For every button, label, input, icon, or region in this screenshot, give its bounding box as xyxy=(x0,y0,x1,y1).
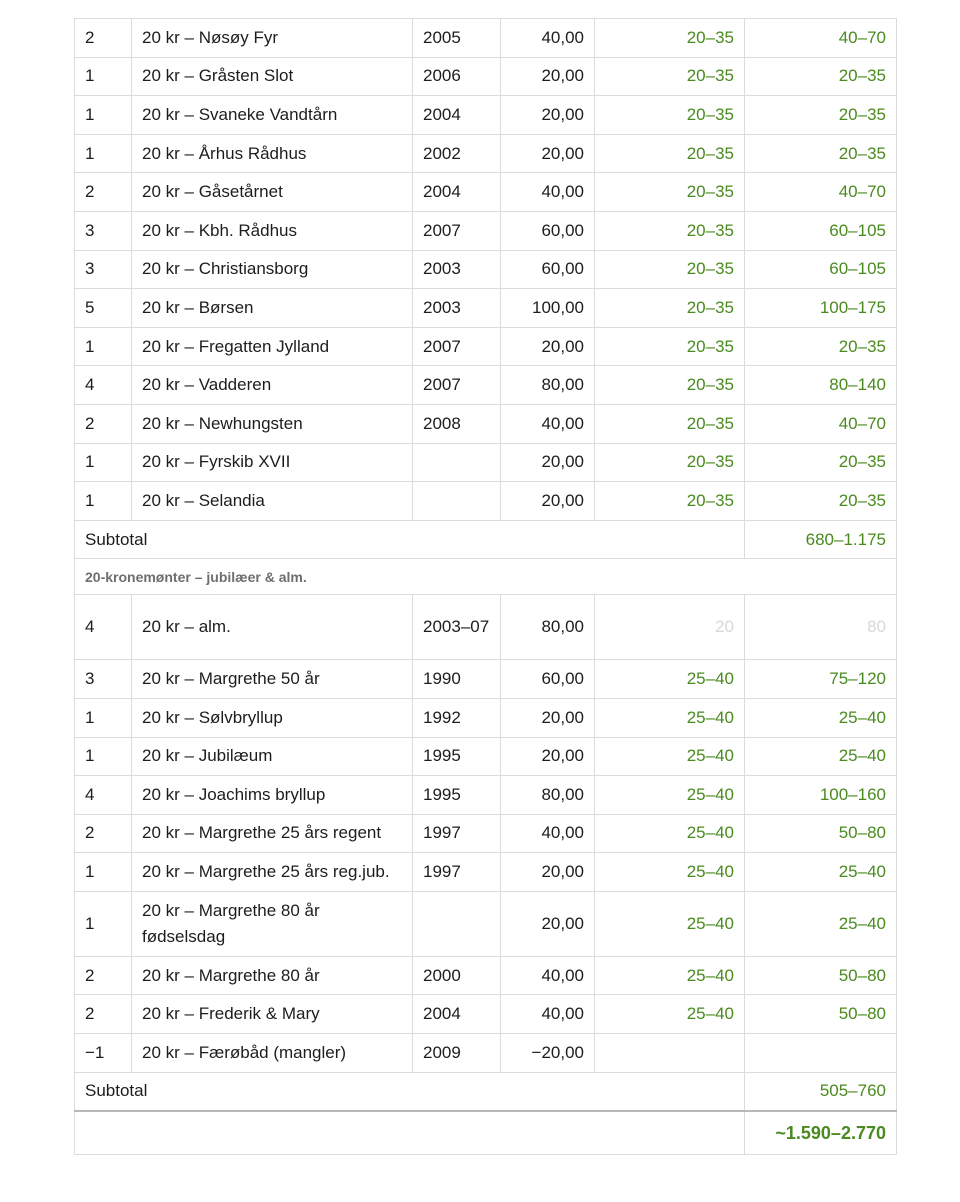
face-value-cell: 60,00 xyxy=(501,660,595,699)
unit-price-cell: 20–35 xyxy=(595,482,745,521)
coin-name-cell: 20 kr – Gråsten Slot xyxy=(132,57,413,96)
total-price-cell: 100–160 xyxy=(745,776,897,815)
face-value-cell: 20,00 xyxy=(501,853,595,892)
total-price-cell: 25–40 xyxy=(745,853,897,892)
section-heading: 20-kronemønter – jubilæer & alm. xyxy=(75,559,897,595)
year-cell: 2003 xyxy=(413,289,501,328)
coin-name-cell: 20 kr – Sølvbryllup xyxy=(132,698,413,737)
unit-price-cell: 20–35 xyxy=(595,211,745,250)
unit-price-cell: 25–40 xyxy=(595,995,745,1034)
face-value-cell: 40,00 xyxy=(501,995,595,1034)
quantity-cell: 2 xyxy=(75,814,132,853)
table-row xyxy=(75,482,897,521)
unit-price-cell: 25–40 xyxy=(595,737,745,776)
unit-price-cell: 20–35 xyxy=(595,134,745,173)
year-cell: 1992 xyxy=(413,698,501,737)
year-cell: 2007 xyxy=(413,211,501,250)
unit-price-cell: 25–40 xyxy=(595,814,745,853)
grand-total-row xyxy=(75,1111,897,1155)
coin-name-cell: 20 kr – Margrethe 25 års reg.jub. xyxy=(132,853,413,892)
quantity-cell: 1 xyxy=(75,327,132,366)
face-value-cell: 20,00 xyxy=(501,327,595,366)
table-row xyxy=(75,595,897,660)
coin-name-cell: 20 kr – Margrethe 50 år xyxy=(132,660,413,699)
total-price-cell: 25–40 xyxy=(745,698,897,737)
face-value-cell: 60,00 xyxy=(501,211,595,250)
subtotal-row xyxy=(75,520,897,559)
table-row xyxy=(75,853,897,892)
table-row xyxy=(75,956,897,995)
total-price-cell: 20–35 xyxy=(745,134,897,173)
year-cell: 2004 xyxy=(413,96,501,135)
face-value-cell: 20,00 xyxy=(501,698,595,737)
table-row xyxy=(75,19,897,58)
total-price-cell: 20–35 xyxy=(745,327,897,366)
year-cell: 1997 xyxy=(413,853,501,892)
unit-price-cell: 20–35 xyxy=(595,289,745,328)
unit-price-cell: 20 xyxy=(595,595,745,660)
face-value-cell: 40,00 xyxy=(501,173,595,212)
face-value-cell: 20,00 xyxy=(501,57,595,96)
coin-name-cell: 20 kr – Margrethe 25 års regent xyxy=(132,814,413,853)
year-cell: 2007 xyxy=(413,366,501,405)
total-price-cell: 25–40 xyxy=(745,891,897,956)
coin-table-container xyxy=(74,18,896,1155)
face-value-cell: 80,00 xyxy=(501,776,595,815)
total-price-cell: 40–70 xyxy=(745,404,897,443)
quantity-cell: 2 xyxy=(75,995,132,1034)
table-row xyxy=(75,660,897,699)
quantity-cell: 1 xyxy=(75,443,132,482)
year-cell: 1997 xyxy=(413,814,501,853)
table-row xyxy=(75,250,897,289)
unit-price-cell: 20–35 xyxy=(595,250,745,289)
year-cell: 2002 xyxy=(413,134,501,173)
coin-name-cell: 20 kr – Kbh. Rådhus xyxy=(132,211,413,250)
total-price-cell: 50–80 xyxy=(745,995,897,1034)
face-value-cell: 20,00 xyxy=(501,96,595,135)
subtotal-value: 505–760 xyxy=(745,1072,897,1111)
table-row xyxy=(75,404,897,443)
unit-price-cell: 20–35 xyxy=(595,327,745,366)
unit-price-cell: 20–35 xyxy=(595,404,745,443)
coin-name-cell: 20 kr – Fregatten Jylland xyxy=(132,327,413,366)
quantity-cell: 1 xyxy=(75,482,132,521)
year-cell: 2003–07 xyxy=(413,595,501,660)
total-price-cell: 100–175 xyxy=(745,289,897,328)
year-cell: 2004 xyxy=(413,173,501,212)
coin-name-cell: 20 kr – Margrethe 80 år xyxy=(132,956,413,995)
face-value-cell: 60,00 xyxy=(501,250,595,289)
table-row xyxy=(75,57,897,96)
total-price-cell: 60–105 xyxy=(745,211,897,250)
coin-table-body xyxy=(75,19,897,1155)
quantity-cell: 2 xyxy=(75,173,132,212)
total-price-cell: 20–35 xyxy=(745,482,897,521)
coin-name-cell: 20 kr – Joachims bryllup xyxy=(132,776,413,815)
quantity-cell: 1 xyxy=(75,57,132,96)
quantity-cell: 3 xyxy=(75,211,132,250)
year-cell: 2004 xyxy=(413,995,501,1034)
face-value-cell: 100,00 xyxy=(501,289,595,328)
unit-price-cell: 25–40 xyxy=(595,660,745,699)
unit-price-cell: 20–35 xyxy=(595,57,745,96)
coin-name-cell: 20 kr – Christiansborg xyxy=(132,250,413,289)
total-price-cell xyxy=(745,1034,897,1073)
total-price-cell: 80 xyxy=(745,595,897,660)
quantity-cell: 3 xyxy=(75,250,132,289)
year-cell xyxy=(413,891,501,956)
face-value-cell: 20,00 xyxy=(501,737,595,776)
table-row xyxy=(75,134,897,173)
unit-price-cell: 25–40 xyxy=(595,698,745,737)
unit-price-cell: 20–35 xyxy=(595,366,745,405)
total-price-cell: 20–35 xyxy=(745,57,897,96)
section-header-row xyxy=(75,559,897,595)
year-cell: 2005 xyxy=(413,19,501,58)
total-price-cell: 20–35 xyxy=(745,443,897,482)
table-row xyxy=(75,366,897,405)
coin-name-cell: 20 kr – Frederik & Mary xyxy=(132,995,413,1034)
quantity-cell: 4 xyxy=(75,366,132,405)
total-price-cell: 60–105 xyxy=(745,250,897,289)
table-row xyxy=(75,96,897,135)
unit-price-cell: 25–40 xyxy=(595,956,745,995)
year-cell: 1990 xyxy=(413,660,501,699)
coin-name-cell: 20 kr – Århus Rådhus xyxy=(132,134,413,173)
unit-price-cell: 25–40 xyxy=(595,891,745,956)
coin-name-cell: 20 kr – Børsen xyxy=(132,289,413,328)
year-cell: 2003 xyxy=(413,250,501,289)
total-price-cell: 20–35 xyxy=(745,96,897,135)
table-row xyxy=(75,737,897,776)
quantity-cell: 1 xyxy=(75,134,132,173)
coin-name-cell: 20 kr – Færøbåd (mangler) xyxy=(132,1034,413,1073)
table-row xyxy=(75,995,897,1034)
coin-name-cell: 20 kr – Newhungsten xyxy=(132,404,413,443)
face-value-cell: 80,00 xyxy=(501,366,595,405)
unit-price-cell: 20–35 xyxy=(595,96,745,135)
year-cell: 1995 xyxy=(413,776,501,815)
quantity-cell: 2 xyxy=(75,404,132,443)
unit-price-cell: 20–35 xyxy=(595,173,745,212)
quantity-cell: 3 xyxy=(75,660,132,699)
table-row xyxy=(75,289,897,328)
coin-name-cell: 20 kr – alm. xyxy=(132,595,413,660)
year-cell: 2006 xyxy=(413,57,501,96)
table-row xyxy=(75,698,897,737)
quantity-cell: 1 xyxy=(75,698,132,737)
total-price-cell: 40–70 xyxy=(745,173,897,212)
face-value-cell: 20,00 xyxy=(501,134,595,173)
table-row xyxy=(75,327,897,366)
quantity-cell: 1 xyxy=(75,96,132,135)
face-value-cell: 20,00 xyxy=(501,482,595,521)
grand-total-value: ~1.590–2.770 xyxy=(745,1111,897,1155)
coin-name-cell: 20 kr – Margrethe 80 år fødselsdag xyxy=(132,891,413,956)
face-value-cell: 20,00 xyxy=(501,443,595,482)
coin-name-cell: 20 kr – Nøsøy Fyr xyxy=(132,19,413,58)
quantity-cell: 5 xyxy=(75,289,132,328)
table-row xyxy=(75,173,897,212)
table-row xyxy=(75,891,897,956)
face-value-cell: 20,00 xyxy=(501,891,595,956)
face-value-cell: 40,00 xyxy=(501,404,595,443)
face-value-cell: 40,00 xyxy=(501,814,595,853)
subtotal-row xyxy=(75,1072,897,1111)
year-cell: 2007 xyxy=(413,327,501,366)
coin-name-cell: 20 kr – Jubilæum xyxy=(132,737,413,776)
year-cell xyxy=(413,443,501,482)
face-value-cell: 80,00 xyxy=(501,595,595,660)
year-cell: 2008 xyxy=(413,404,501,443)
coin-name-cell: 20 kr – Gåsetårnet xyxy=(132,173,413,212)
unit-price-cell: 20–35 xyxy=(595,19,745,58)
year-cell: 1995 xyxy=(413,737,501,776)
total-price-cell: 80–140 xyxy=(745,366,897,405)
quantity-cell: 4 xyxy=(75,776,132,815)
subtotal-label: Subtotal xyxy=(75,1072,745,1111)
unit-price-cell: 25–40 xyxy=(595,853,745,892)
quantity-cell: −1 xyxy=(75,1034,132,1073)
quantity-cell: 2 xyxy=(75,956,132,995)
total-price-cell: 75–120 xyxy=(745,660,897,699)
coin-name-cell: 20 kr – Svaneke Vandtårn xyxy=(132,96,413,135)
table-row xyxy=(75,443,897,482)
quantity-cell: 2 xyxy=(75,19,132,58)
face-value-cell: 40,00 xyxy=(501,19,595,58)
coin-inventory-table xyxy=(74,18,897,1155)
quantity-cell: 4 xyxy=(75,595,132,660)
grand-total-spacer xyxy=(75,1111,745,1155)
year-cell: 2009 xyxy=(413,1034,501,1073)
quantity-cell: 1 xyxy=(75,853,132,892)
total-price-cell: 25–40 xyxy=(745,737,897,776)
face-value-cell: 40,00 xyxy=(501,956,595,995)
unit-price-cell: 25–40 xyxy=(595,776,745,815)
table-row xyxy=(75,814,897,853)
unit-price-cell xyxy=(595,1034,745,1073)
year-cell: 2000 xyxy=(413,956,501,995)
coin-name-cell: 20 kr – Selandia xyxy=(132,482,413,521)
table-row xyxy=(75,1034,897,1073)
year-cell xyxy=(413,482,501,521)
table-row xyxy=(75,776,897,815)
total-price-cell: 40–70 xyxy=(745,19,897,58)
coin-name-cell: 20 kr – Fyrskib XVII xyxy=(132,443,413,482)
quantity-cell: 1 xyxy=(75,737,132,776)
total-price-cell: 50–80 xyxy=(745,956,897,995)
unit-price-cell: 20–35 xyxy=(595,443,745,482)
face-value-cell: −20,00 xyxy=(501,1034,595,1073)
quantity-cell: 1 xyxy=(75,891,132,956)
subtotal-value: 680–1.175 xyxy=(745,520,897,559)
total-price-cell: 50–80 xyxy=(745,814,897,853)
coin-name-cell: 20 kr – Vadderen xyxy=(132,366,413,405)
table-row xyxy=(75,211,897,250)
subtotal-label: Subtotal xyxy=(75,520,745,559)
